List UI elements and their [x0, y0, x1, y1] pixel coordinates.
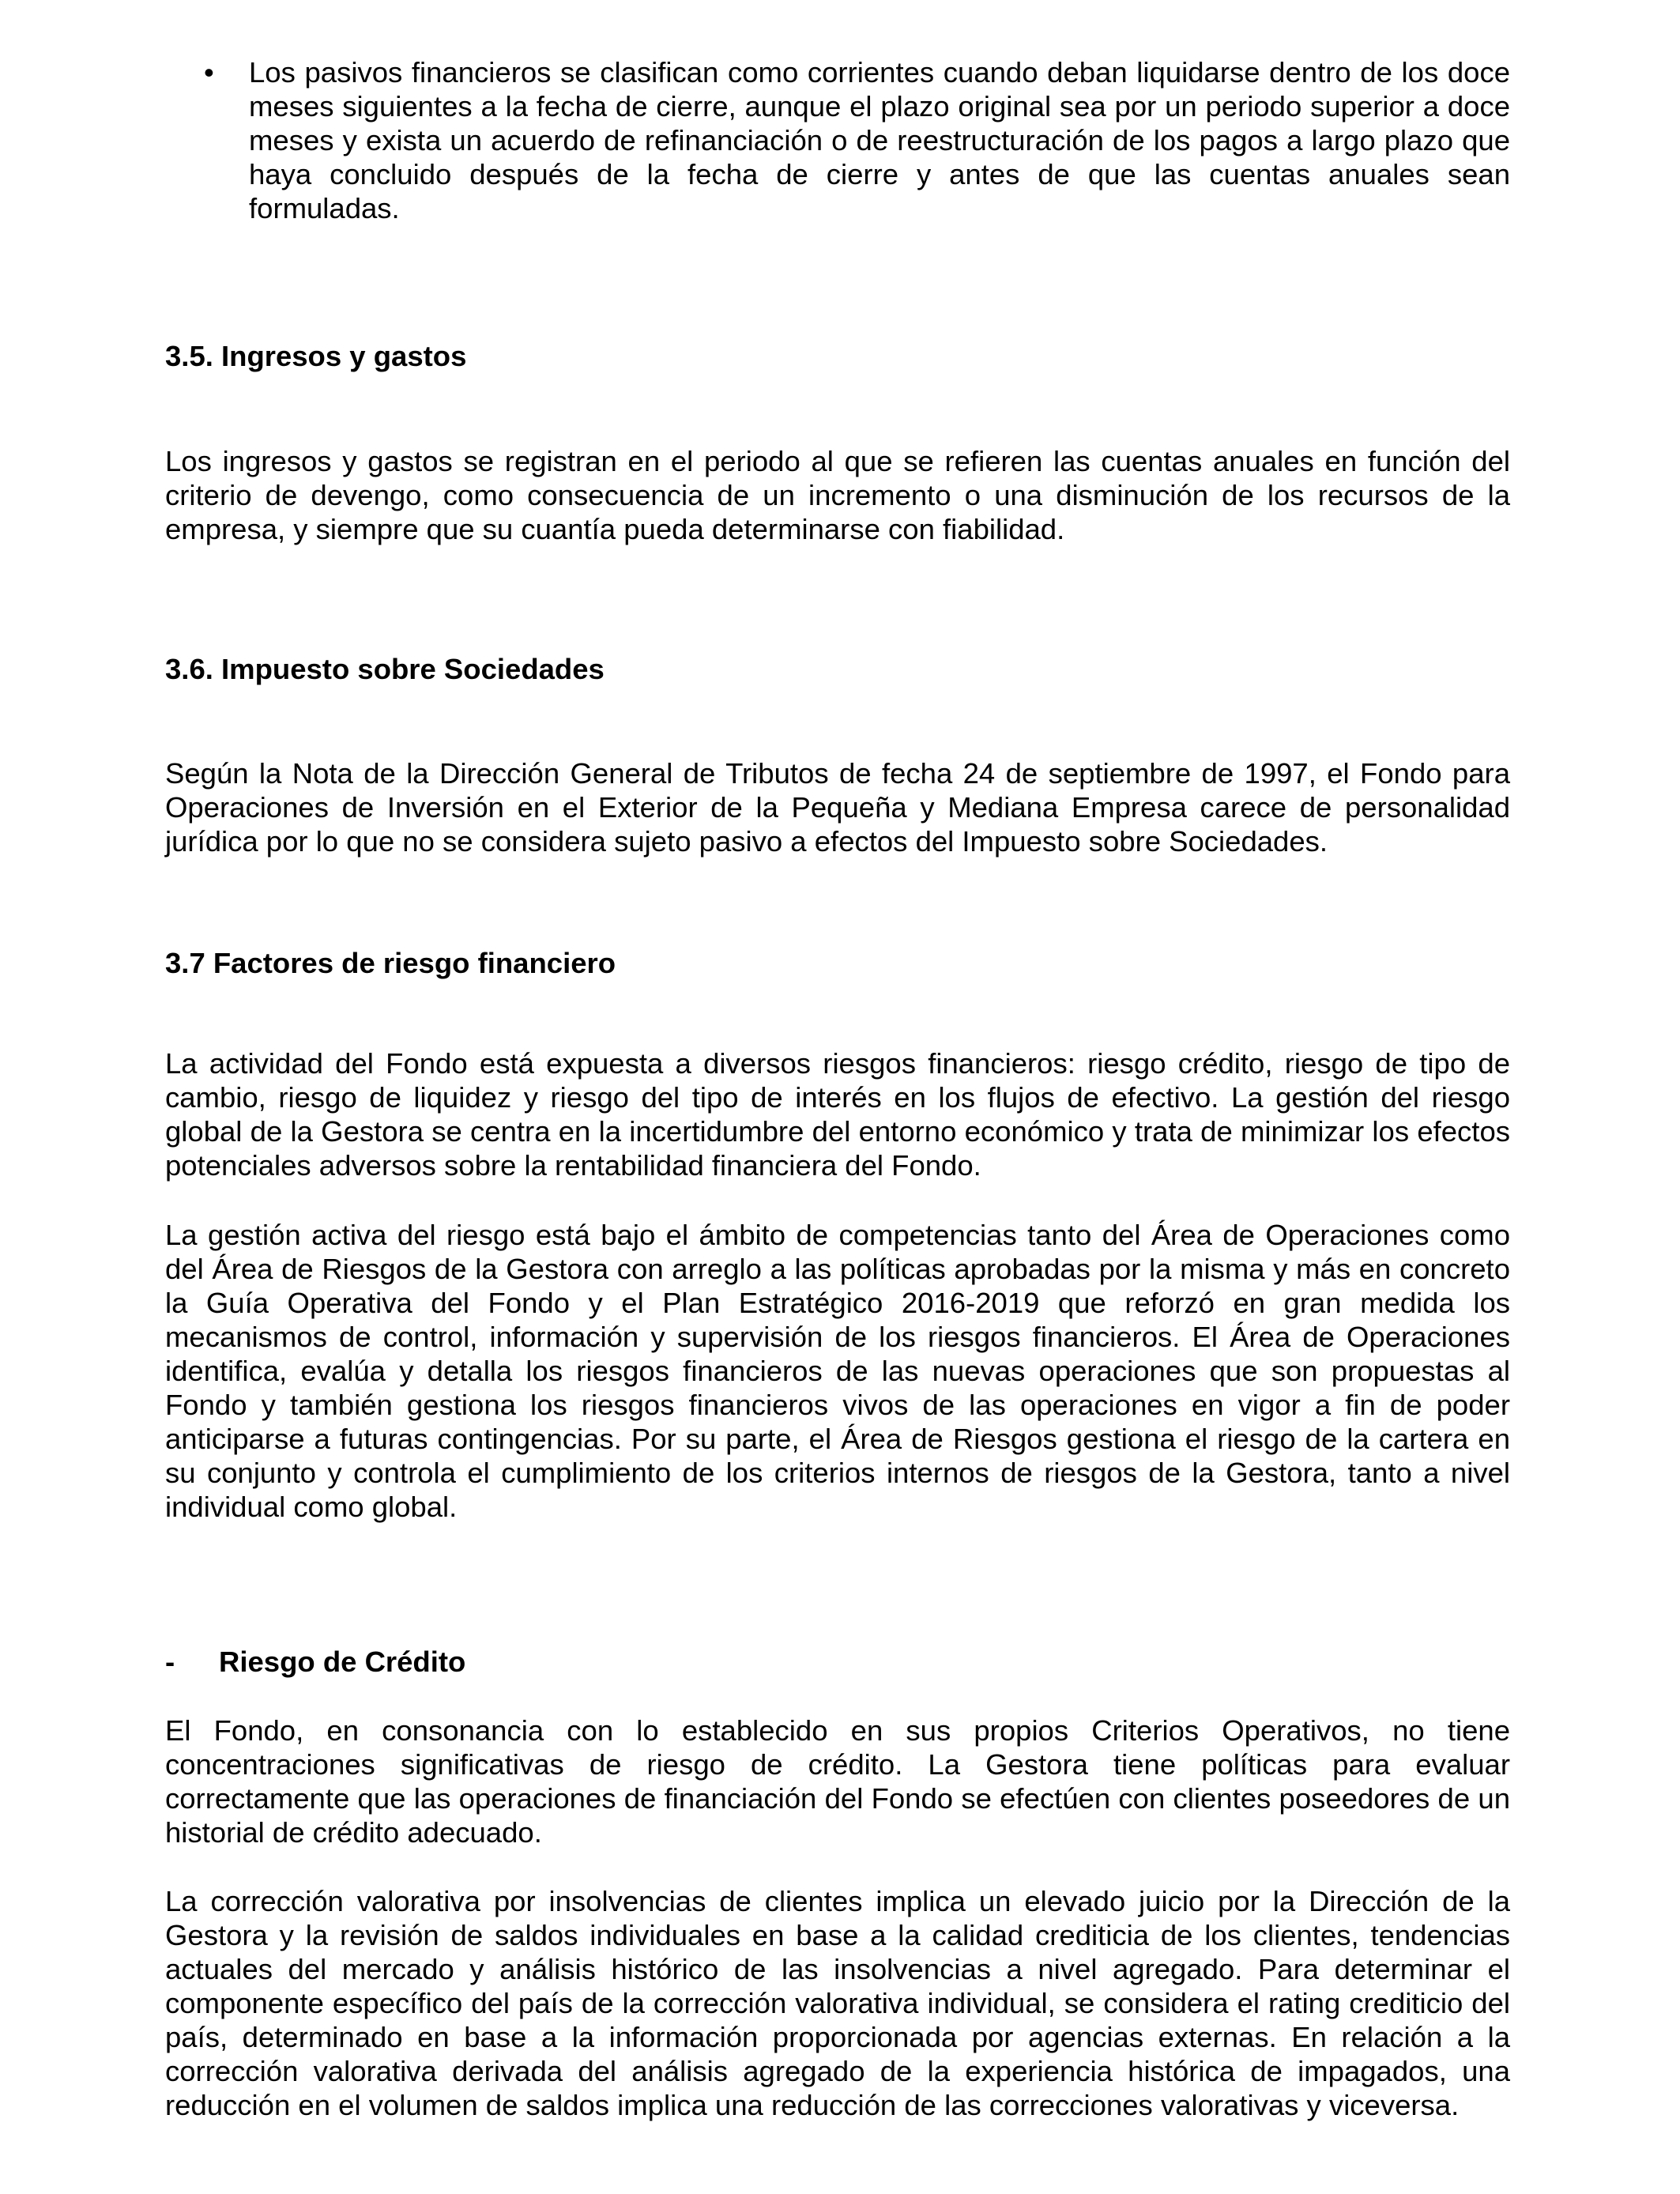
- paragraph-ingresos-gastos: Los ingresos y gastos se registran en el periodo al que se refieren las cuentas anuales en función del criterio de devengo, como consecuencia de un incremento o una disminución de los recursos de la empresa, y siempre que su cuantía pueda determinarse con fiabilidad.: [165, 445, 1510, 545]
- paragraph-riesgo-credito-2: La corrección valorativa por insolvencias de clientes implica un elevado juicio por la Dirección de la Gestora y la revisión de saldos individuales en base a la calidad crediticia de los clientes, tendencias actuales del mercado y análisis histórico de las insolvencias a nivel agregado. Para determinar el componente específico del país de la corrección valorativa individual, se considera el rating crediticio del país, determinado en base a la información proporcionada por agencias externas. En relación a la corrección valorativa derivada del análisis agregado de la experiencia histórica de impagados, una reducción en el volumen de saldos implica una reducción de las correcciones valorativas y viceversa.: [165, 1885, 1510, 2121]
- paragraph-riesgo-financiero-2: La gestión activa del riesgo está bajo el ámbito de competencias tanto del Área de Operaciones como del Área de Riesgos de la Gestora con arreglo a las políticas aprobadas por la misma y más en concreto la Guía Operativa del Fondo y el Plan Estratégico 2016-2019 que reforzó en gran medida los mecanismos de control, información y supervisión de los riesgos financieros. El Área de Operaciones identifica, evalúa y detalla los riesgos financieros de las nuevas operaciones que son propuestas al Fondo y también gestiona los riesgos financieros vivos de las operaciones en vigor a fin de poder anticiparse a futuras contingencias. Por su parte, el Área de Riesgos gestiona el riesgo de la cartera en su conjunto y controla el cumplimiento de los criterios internos de riesgos de la Gestora, tanto a nivel individual como global.: [165, 1219, 1510, 1523]
- section-heading-3-6: 3.6. Impuesto sobre Sociedades: [165, 653, 605, 685]
- paragraph-impuesto-sociedades: Según la Nota de la Dirección General de Tributos de fecha 24 de septiembre de 1997, el Fondo para Operaciones de Inversión en el Exterior de la Pequeña y Mediana Empresa carece de personalidad jurídica por lo que no se considera sujeto pasivo a efectos del Impuesto sobre Sociedades.: [165, 757, 1510, 858]
- paragraph-riesgo-financiero-1: La actividad del Fondo está expuesta a diversos riesgos financieros: riesgo crédito, riesgo de tipo de cambio, riesgo de liquidez y riesgo del tipo de interés en los flujos de efectivo. La gestión del riesgo global de la Gestora se centra en la incertidumbre del entorno económico y trata de minimizar los efectos potenciales adversos sobre la rentabilidad financiera del Fondo.: [165, 1047, 1510, 1182]
- subheading-riesgo-credito: Riesgo de Crédito: [219, 1646, 466, 1678]
- bullet-text: Los pasivos financieros se clasifican como corrientes cuando deban liquidarse dentro de los doce meses siguientes a la fecha de cierre, aunque el plazo original sea por un periodo superior a doce meses y exista un acuerdo de refinanciación o de reestructuración de los pagos a largo plazo que haya concluido después de la fecha de cierre y antes de que las cuentas anuales sean formuladas.: [249, 56, 1510, 224]
- section-heading-3-7: 3.7 Factores de riesgo financiero: [165, 947, 616, 979]
- section-heading-3-5: 3.5. Ingresos y gastos: [165, 340, 467, 372]
- dash-marker: -: [165, 1646, 175, 1678]
- bullet-icon: •: [204, 56, 214, 89]
- paragraph-riesgo-credito-1: El Fondo, en consonancia con lo establecido en sus propios Criterios Operativos, no tiene concentraciones significativas de riesgo de crédito. La Gestora tiene políticas para evaluar correctamente que las operaciones de financiación del Fondo se efectúen con clientes poseedores de un historial de crédito adecuado.: [165, 1714, 1510, 1849]
